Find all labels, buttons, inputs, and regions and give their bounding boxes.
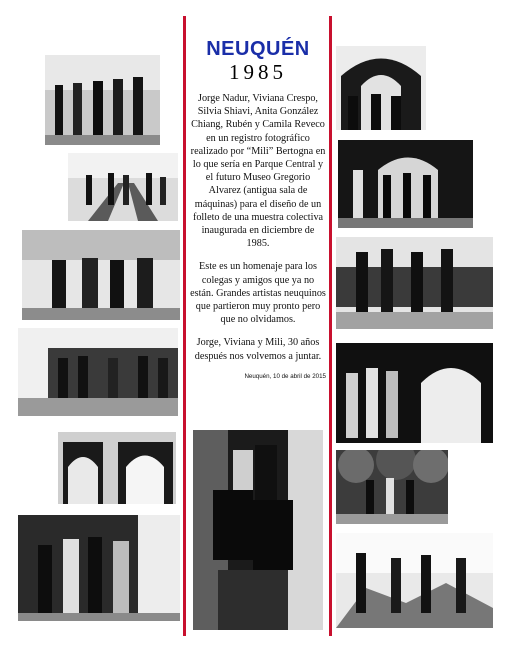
right-red-rule	[329, 16, 332, 636]
photo-group-train	[18, 328, 178, 416]
text-column	[190, 38, 326, 380]
photo-group-stairs	[193, 430, 323, 630]
paragraph-intro: Jorge Nadur, Viviana Crespo, Silvia Shiavi, Anita González Chiang, Rubén y Camila Reveco en un registro fotográfico realizado por “Mili” Bertogna en lo que sería en Parque Central y el futuro Museo Gregorio Alvarez (antigua sala de máquinas) para el diseño de un folleto de una muestra colectiva inaugurada en diciembre de 1985.	[190, 93, 326, 250]
left-red-rule	[183, 16, 186, 636]
date-line: Neuquén, 10 de abril de 2015	[244, 372, 326, 380]
photo-group-field	[45, 55, 160, 145]
photo-group-garden	[22, 230, 180, 320]
photo-group-trees	[336, 450, 448, 524]
page-year: 1985	[229, 60, 287, 84]
photo-railway-tracks	[68, 153, 178, 221]
photo-group-rubble	[336, 533, 493, 628]
photo-group-wagon-arch	[336, 46, 426, 130]
photo-group-shed	[338, 140, 473, 228]
photo-group-column	[18, 515, 180, 621]
photo-arches	[58, 432, 176, 504]
photo-group-archway	[336, 343, 493, 443]
paragraph-homage: Este es un homenaje para los colegas y amigos que ya no están. Grandes artistas neuquinos que partieron muy pronto pero que no olvidamos.	[190, 261, 326, 326]
page-title: NEUQUÉN	[206, 38, 310, 60]
paragraph-reunion: Jorge, Viviana y Mili, 30 años después nos volvemos a juntar.	[194, 337, 322, 362]
photo-group-railcar	[336, 237, 493, 329]
